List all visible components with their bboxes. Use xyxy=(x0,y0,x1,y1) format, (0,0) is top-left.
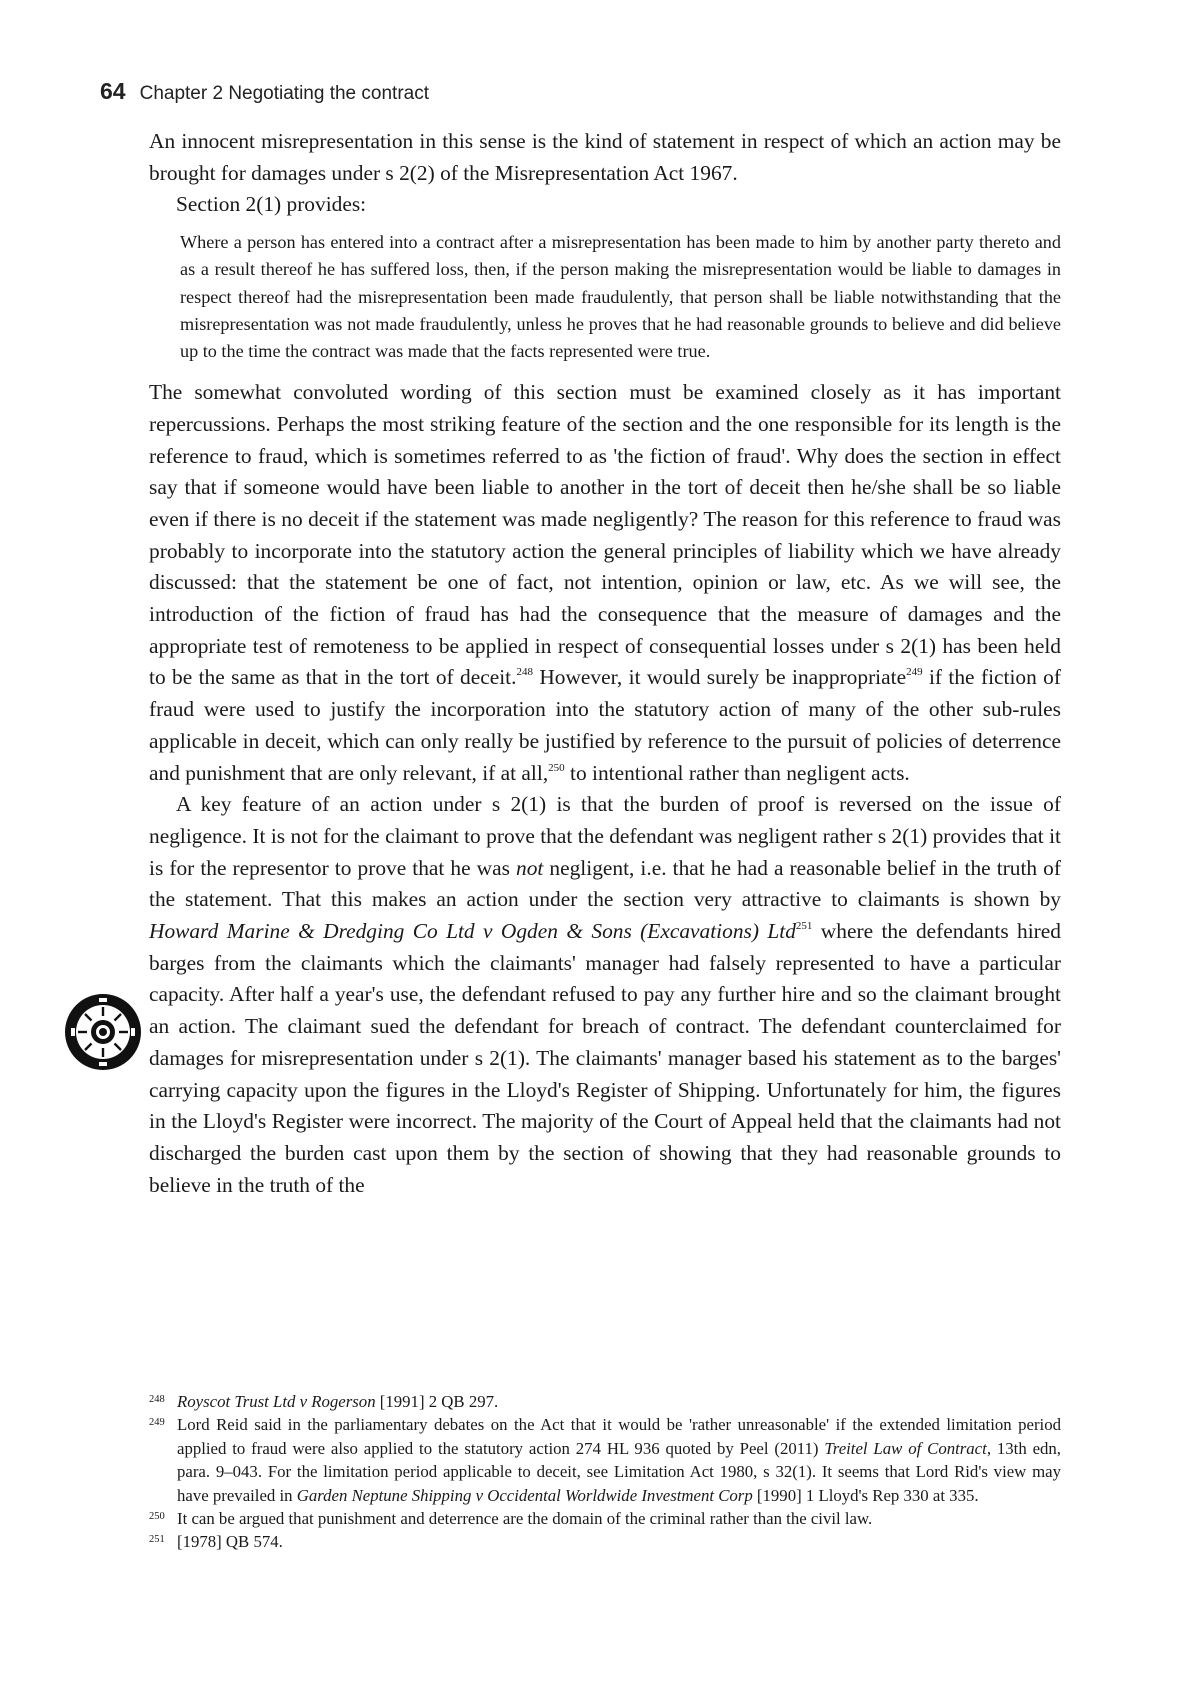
footnote-text: [1978] QB 574. xyxy=(177,1532,283,1552)
footnote-ref-251[interactable]: 251 xyxy=(795,920,813,933)
paragraph-1: An innocent misrepresentation in this sense is the kind of statement in respect of which an action may be brought for damages under s 2(2) of the Misrepresentation Act 1967. xyxy=(149,129,1061,185)
paragraph-3-text-b: However, it would surely be inappropriate xyxy=(532,665,907,690)
paragraph-3 xyxy=(149,377,1061,789)
footnote-text: It can be argued that punishment and deterrence are the domain of the criminal rather than the civil law. xyxy=(177,1509,873,1529)
footnote-ref-249[interactable]: 249 xyxy=(906,666,923,679)
paragraph-4-text-c: where the defendants hired barges from the claimants which the claimants' manager had falsely represented to have a particular capacity. After half a year's use, the defendant refused to pay any further hire and so the claimant brought an action. The claimant sued the defendant for breach of contract. The defendant counterclaimed for damages for misrepresentation under s 2(1). The claimants' manager based his statement as to the barges' carrying capacity upon the figures in the Lloyd's Register of Shipping. Unfortunately for him, the figures in the Lloyd's Register were incorrect. The majority of the Court of Appeal held that the claimants had not discharged the burden cast upon them by the section of showing that they had reasonable grounds to believe in the truth of the xyxy=(149,919,1061,1197)
footnote-248 xyxy=(149,1390,1061,1413)
paragraph-3-text-c: if the fiction of fraud were used to justify the incorporation into the statutory action of many of the other sub-rules applicable in deceit, which can only really be justified by reference to the pursuit of policies of deterrence and punishment that are only relevant, if at all, xyxy=(149,665,1061,785)
paragraph-2: Section 2(1) provides: xyxy=(176,192,367,217)
footnote-text: , 13th edn, para. 9–043. For the limitation period applicable to deceit, see Limitation Act 1980, s 32(1). It seems that Lord Rid's view may have prevailed in xyxy=(177,1438,1061,1505)
footnote-ref-248[interactable]: 248 xyxy=(516,666,533,679)
sun-seal-icon xyxy=(63,992,143,1072)
case-name-garden-neptune: Garden Neptune Shipping v Occidental Worldwide Investment Corp xyxy=(296,1485,753,1505)
statute-quote: Where a person has entered into a contract after a misrepresentation has been made to him by another party thereto and as a result thereof he has suffered loss, then, if the person making the misrepresentation would be liable to damages in respect thereof had the misrepresentation been made fraudulently, that person shall be liable notwithstanding that the misrepresentation was not made fraudulently, unless he proves that he had reasonable grounds to believe and did believe up to the time the contract was made that the facts represented were true. xyxy=(180,232,1061,361)
footnote-number: 251 xyxy=(149,1534,165,1546)
page-number: 64 xyxy=(100,78,126,104)
footnote-number: 250 xyxy=(149,1511,165,1523)
footnote-text: [1990] 1 Lloyd's Rep 330 at 335. xyxy=(752,1485,979,1505)
footnote-250 xyxy=(149,1507,1061,1530)
paragraph-4-text-b: negligent, i.e. that he had a reasonable belief in the truth of the statement. That this makes an action under the section very attractive to claimants is shown by xyxy=(149,855,1061,912)
footnote-ref-250[interactable]: 250 xyxy=(548,761,565,774)
footnote-number: 249 xyxy=(149,1417,165,1429)
book-title-treitel: Treitel Law of Contract xyxy=(824,1438,987,1458)
footnote-251 xyxy=(149,1530,1061,1553)
paragraph-3-text-d: to intentional rather than negligent acts. xyxy=(564,760,910,785)
paragraph-4-text-a: A key feature of an action under s 2(1) is that the burden of proof is reversed on the issue of negligence. It is not for the claimant to prove that the defendant was negligent rather s 2(1) provides that it is for the representor to prove that he was xyxy=(149,792,1061,880)
emphasis-not: not xyxy=(516,855,544,880)
footnote-text: [1991] 2 QB 297. xyxy=(375,1392,499,1411)
case-name-howard-marine: Howard Marine & Dredging Co Ltd v Ogden & Sons (Excavations) Ltd xyxy=(149,919,796,944)
chapter-title: Chapter 2 Negotiating the contract xyxy=(139,83,429,104)
paragraph-4 xyxy=(149,789,1061,1201)
paragraph-3-text-a: The somewhat convoluted wording of this section must be examined closely as it has important repercussions. Perhaps the most striking feature of the section and the one responsible for its length is the reference to fraud, which is sometimes referred to as 'the fiction of fraud'. Why does the section in effect say that if someone would have been liable to another in the tort of deceit then he/she shall be so liable even if there is no deceit if the statement was made negligently? The reason for this reference to fraud was probably to incorporate into the statutory action the general principles of liability which we have already discussed: that the statement be one of fact, not intention, opinion or law, etc. As we will see, the introduction of the fiction of fraud has had the consequence that the measure of damages and the appropriate test of remoteness to be applied in respect of consequential losses under s 2(1) has been held to be the same as that in the tort of deceit. xyxy=(149,380,1061,690)
case-name-royscot: Royscot Trust Ltd v Rogerson xyxy=(177,1392,376,1411)
footnote-249 xyxy=(149,1413,1061,1507)
main-text xyxy=(149,126,1061,1201)
footnotes xyxy=(149,1390,1061,1554)
running-head xyxy=(100,78,429,105)
footnote-text: Lord Reid said in the parliamentary debates on the Act that it would be 'rather unreasonable' if the extended limitation period applied to fraud were also applied to the statutory action 274 HL 936 quoted by Peel (2011) xyxy=(177,1415,1061,1458)
footnote-number: 248 xyxy=(149,1394,165,1405)
